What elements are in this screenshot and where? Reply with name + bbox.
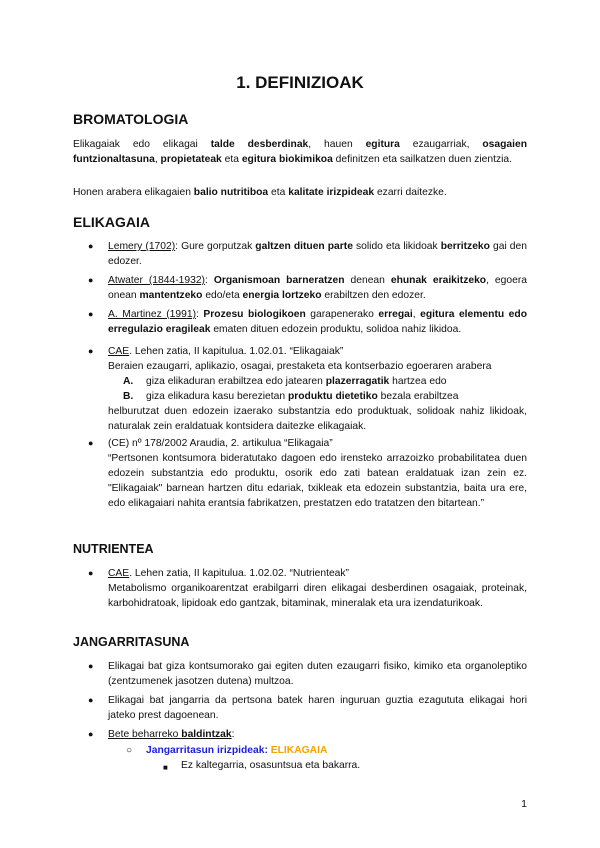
list-item-ce-regulation: (CE) nº 178/2002 Araudia, 2. artikulua “Elikagaia”: [108, 438, 333, 449]
bromatologia-paragraph-2: Honen arabera elikagaien balio nutritiboa eta kalitate irizpideak ezarri daitezke.: [73, 187, 447, 198]
bullet-icon: ●: [88, 241, 94, 251]
heading-nutrientea: NUTRIENTEA: [73, 542, 154, 556]
circle-bullet-icon: ○: [126, 745, 133, 756]
list-item-ce-quote: “Pertsonen kontsumora bideratutako dagoen edo irensteko arrazoizko probabilitatea duen edozein substantzia edo produktu, osorik edo zati batean eraldatuak izan zein ez. "Elikagaiak" barnean hartzen ditu edariak, txikleak eta edozein substantzia, baita ura ere, edo elikagaiari nahita erantsia fabrikatzen, prestatzen edo tratatzen den bitartean.”: [108, 453, 527, 509]
bullet-icon: ●: [88, 438, 94, 448]
list-item-lemery: Lemery (1702): Gure gorputzak galtzen dituen parte solido eta likidoak berritzeko gai den edozer.: [108, 241, 527, 267]
list-item-atwater: Atwater (1844-1932): Organismoan barneratzen denean ehunak eraikitzeko, egoera onean mantentzeko edo/eta energia lortzeko erabiltzen den edozer.: [108, 275, 527, 301]
list-item-cae-rest: helburutzat duen edozein izaerako substantzia edo produktuak, solidoak nahiz likidoak, naturalak zein eraldatuak kontsidera daitezke elikagaiak.: [108, 406, 527, 432]
list-item-cae-line2: Beraien ezaugarri, aplikazio, osagai, prestaketa eta kontserbazio egoeraren arabera: [108, 361, 492, 372]
sub-item-b: giza elikadura kasu berezietan produktu dietetiko bezala erabiltzea: [146, 391, 459, 402]
bullet-icon: ●: [88, 568, 94, 578]
heading-elikagaia: ELIKAGAIA: [73, 214, 150, 230]
sub-item-a: giza elikaduran erabiltzea edo jatearen plazerragatik hartzea edo: [146, 376, 447, 387]
bullet-icon: ●: [88, 729, 94, 739]
list-item-cae-nutrienteak: CAE. Lehen zatia, II kapitulua. 1.02.02. “Nutrienteak”: [108, 568, 349, 579]
page-number: 1: [521, 798, 527, 810]
list-item-cae-line1: CAE. Lehen zatia, II kapitulua. 1.02.01. “Elikagaiak”: [108, 346, 344, 357]
sub-label-b: B.: [123, 391, 134, 402]
list-item-nutrienteak-body: Metabolismo organikoarentzat erabilgarri diren elikagai desberdinen osagaiak, proteinak, karbohidratoak, lipidoak edo gantzak, bitaminak, mineralak eta ura izendaturikoak.: [108, 583, 527, 609]
bullet-icon: ●: [88, 309, 94, 319]
heading-jangarritasuna: JANGARRITASUNA: [73, 635, 190, 649]
square-bullet-icon: ■: [163, 763, 168, 772]
bullet-icon: ●: [88, 661, 94, 671]
sub-label-a: A.: [123, 376, 134, 387]
page-title: 1. DEFINIZIOAK: [236, 73, 364, 92]
heading-bromatologia: BROMATOLOGIA: [73, 111, 189, 127]
list-item-martinez: A. Martinez (1991): Prozesu biologikoen garapenerako erregai, egitura elementu edo erregulazio eragileak ematen dituen edozein produktu, solidoa nahiz likidoa.: [108, 309, 527, 335]
bullet-icon: ●: [88, 346, 94, 356]
bullet-icon: ●: [88, 695, 94, 705]
bullet-icon: ●: [88, 275, 94, 285]
list-item-jangarritasuna-1: Elikagai bat giza kontsumorako gai egiten duten ezaugarri fisiko, kimiko eta organoleptiko (zentzumenek jasotzen dutena) multzoa.: [108, 661, 527, 687]
sub-item-kaltegarria: Ez kaltegarria, osasuntsua eta bakarra.: [181, 760, 361, 771]
irizpideak-line: Jangarritasun irizpideak: ELIKAGAIA: [146, 745, 328, 756]
list-item-jangarritasuna-2: Elikagai bat jangarria da pertsona batek haren inguruan guztia ezagututa elikagai hori jateko prest dagoenean.: [108, 695, 527, 721]
list-item-bete-baldintzak: Bete beharreko baldintzak:: [108, 729, 235, 740]
bromatologia-paragraph-1: Elikagaiak edo elikagai talde desberdinak, hauen egitura ezaugarriak, osagaien funtzionaltasuna, propietateak eta egitura biokimikoa definitzen eta sailkatzen duen zientzia.: [73, 139, 528, 165]
